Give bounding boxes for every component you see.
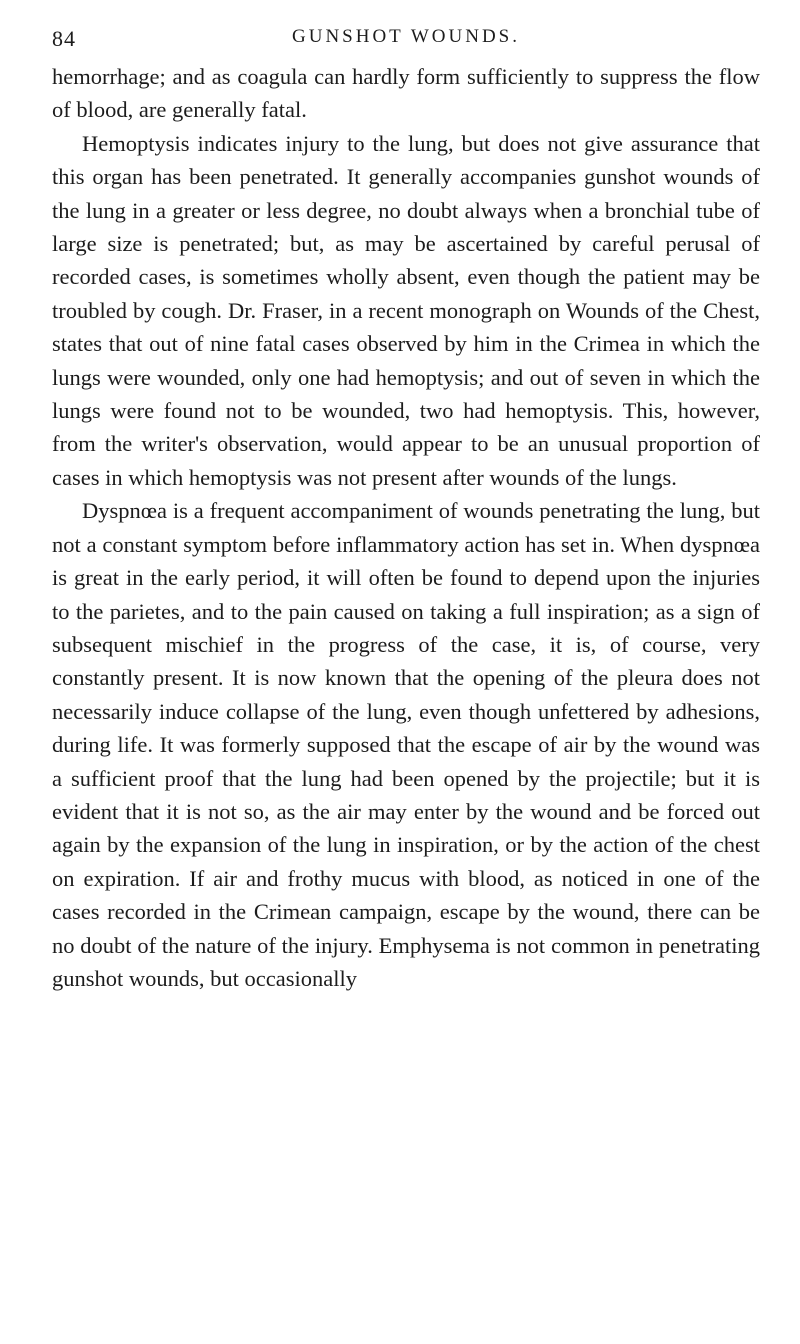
running-title: GUNSHOT WOUNDS. <box>292 26 520 47</box>
paragraph-dyspnoea: Dyspnœa is a frequent accompaniment of wounds penetrating the lung, but not a constant symptom before inflammatory action has set in. When dyspnœa is great in the early period, it will often be found to depend upon the injuries to the parietes, and to the pain caused on taking a full inspiration; as a sign of subsequent mischief in the progress of the case, it is, of course, very constantly present. It is now known that the opening of the pleura does not necessarily induce collapse of the lung, even though unfettered by adhesions, during life. It was formerly supposed that the escape of air by the wound was a sufficient proof that the lung had been opened by the projectile; but it is evident that it is not so, as the air may enter by the wound and be forced out again by the expansion of the lung in inspiration, or by the action of the chest on expiration. If air and frothy mucus with blood, as noticed in one of the cases recorded in the Crimean campaign, escape by the wound, there can be no doubt of the nature of the injury. Emphysema is not common in penetrating gunshot wounds, but occasionally <box>52 498 760 991</box>
running-head <box>52 0 760 60</box>
page-number: 84 <box>52 26 76 51</box>
book-page <box>52 0 760 1344</box>
body-text <box>52 60 760 995</box>
paragraph-hemoptysis: Hemoptysis indicates injury to the lung, but does not give assurance that this organ has been penetrated. It generally accompanies gunshot wounds of the lung in a greater or less degree, no doubt always when a bronchial tube of large size is penetrated; but, as may be ascertained by careful perusal of recorded cases, is sometimes wholly absent, even though the patient may be troubled by cough. Dr. Fraser, in a recent monograph on Wounds of the Chest, states that out of nine fatal cases observed by him in the Crimea in which the lungs were wounded, only one had hemoptysis; and out of seven in which the lungs were found not to be wounded, two had hemoptysis. This, however, from the writer's observation, would appear to be an unusual proportion of cases in which hemoptysis was not present after wounds of the lungs. <box>52 130 760 490</box>
paragraph-hemorrhage-continuation: hemorrhage; and as coagula can hardly form sufficiently to suppress the flow of blood, are generally fatal. <box>52 64 760 123</box>
